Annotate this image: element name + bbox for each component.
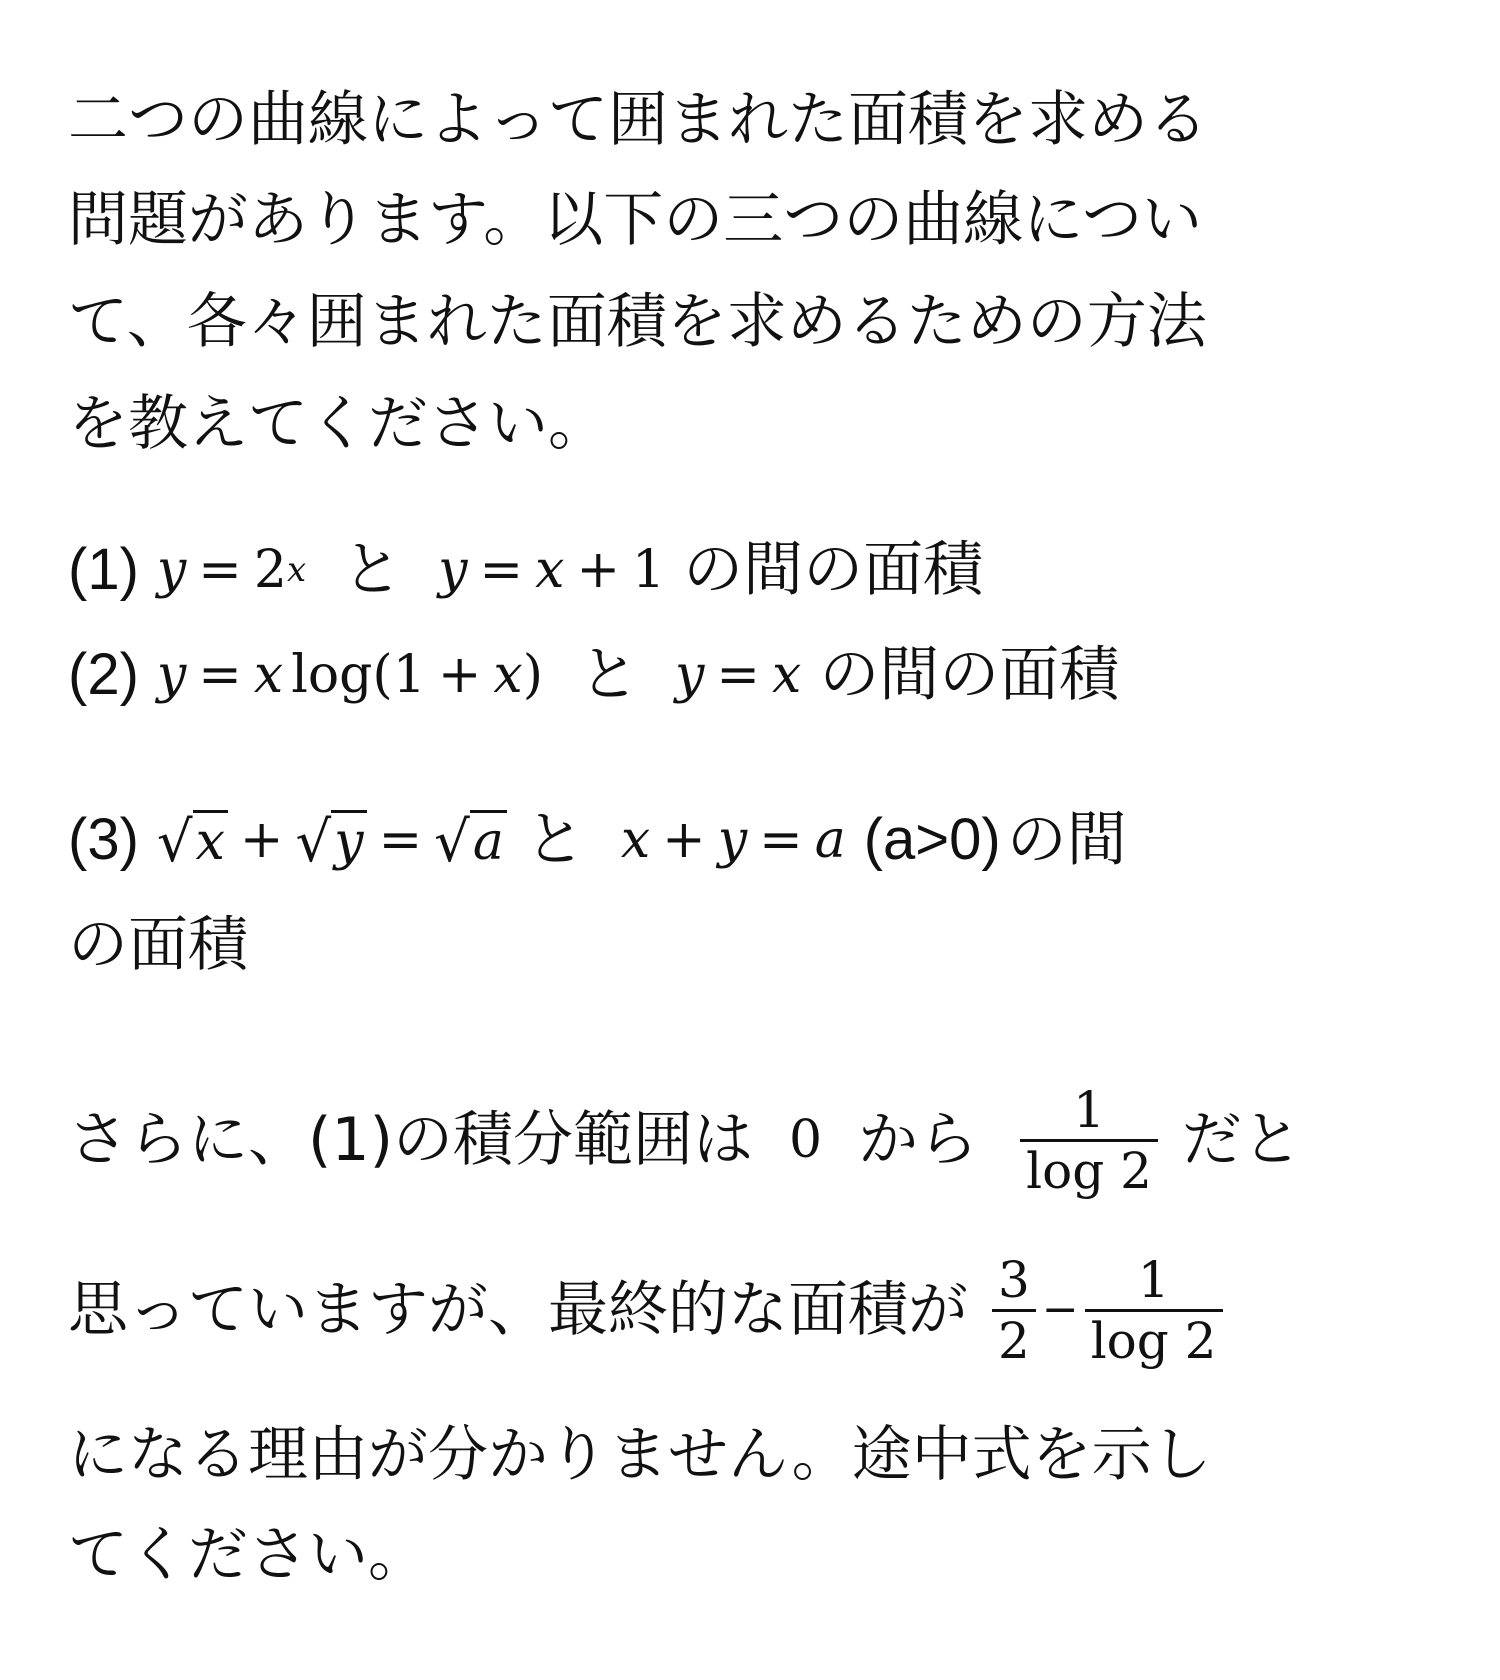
followup-line-4 [68,1515,428,1595]
math-x: x [771,645,802,705]
followup-line-2 [68,1250,1229,1370]
intro-line-2 [68,180,1202,260]
item-1-suffix: の間の面積 [683,535,984,605]
sqrt-y: √ y [295,810,366,871]
fraction-denominator: log 2 [1090,1311,1217,1370]
followup-text-5: になる理由が分かりません。途中式を示し [68,1420,1212,1490]
followup-text-6: てください。 [68,1520,428,1590]
followup-text-1: さらに、(1)の積分範囲は [68,1105,753,1175]
followup-line-1 [68,1080,1302,1200]
fraction-denominator: log 2 [1026,1141,1152,1200]
intro-line-4 [68,384,608,464]
item-3-condition: (a>0) [863,807,1001,872]
fraction-one-over-log2 [1020,1081,1158,1200]
math-plus: + [239,810,284,870]
fraction-three-halves [992,1251,1036,1370]
math-lparen: ( [372,645,393,705]
math-eq: = [198,540,242,600]
math-x: x [253,645,284,705]
followup-text-4: 思っていますが、最終的な面積が [68,1275,968,1345]
sqrt-a: √ a [434,810,507,871]
followup-text-3: だと [1181,1105,1302,1175]
item-3-continued [68,905,248,985]
math-rparen: ) [522,645,544,705]
math-x: x [535,540,565,600]
math-plus: + [662,810,706,870]
math-plus: + [576,540,621,600]
followup-text-2: から [858,1105,979,1175]
math-x: x [493,645,523,705]
intro-text-2: 問題があります。以下の三つの曲線につい [68,185,1202,255]
item-1 [68,530,983,610]
math-y: y [717,810,748,870]
math-eq: = [378,810,423,870]
math-plus: + [437,645,482,705]
item-3 [68,800,1127,880]
math-y: y [675,645,705,705]
followup-line-3 [68,1415,1212,1495]
math-a: a [814,810,846,870]
math-a: a [470,810,507,871]
fraction-numerator: 3 [998,1250,1030,1309]
item-3-joiner: と [524,805,585,875]
math-y: y [156,540,187,600]
math-one: 1 [632,540,666,600]
math-x: x [193,810,228,871]
item-2-suffix: の間の面積 [819,640,1120,710]
math-zero: 0 [789,1110,823,1170]
item-3-label: (3) [68,807,139,872]
intro-text-4: を教えてください。 [68,389,608,459]
math-y: y [156,645,187,705]
fraction-one-over-log2 [1085,1251,1223,1370]
math-eq: = [759,810,803,870]
math-x: x [620,810,651,870]
sqrt-x: √ x [157,810,228,871]
item-1-label: (1) [68,537,139,602]
intro-line-1 [68,80,1208,160]
fraction-denominator: 2 [998,1311,1030,1370]
math-eq: = [198,645,242,705]
math-two: 2 [253,540,287,600]
item-3-suffix-b: の面積 [68,910,248,980]
math-exponent-x: x [286,550,307,590]
math-minus: − [1041,1284,1079,1335]
intro-text-3: て、各々囲まれた面積を求めるための方法 [68,287,1207,357]
item-2-label: (2) [68,642,139,707]
item-2-joiner: と [579,640,640,710]
item-2 [68,635,1119,715]
math-eq: = [716,645,760,705]
math-log: log [291,645,373,705]
math-y: y [331,810,366,871]
math-y: y [438,540,468,600]
math-eq: = [479,540,524,600]
item-3-suffix-a: の間 [1006,805,1127,875]
intro-text-1: 二つの曲線によって囲まれた面積を求める [68,85,1208,155]
intro-line-3 [68,282,1207,362]
math-one: 1 [392,645,426,705]
fraction-numerator: 1 [1137,1250,1170,1309]
fraction-numerator: 1 [1073,1080,1105,1139]
item-1-joiner: と [342,535,403,605]
